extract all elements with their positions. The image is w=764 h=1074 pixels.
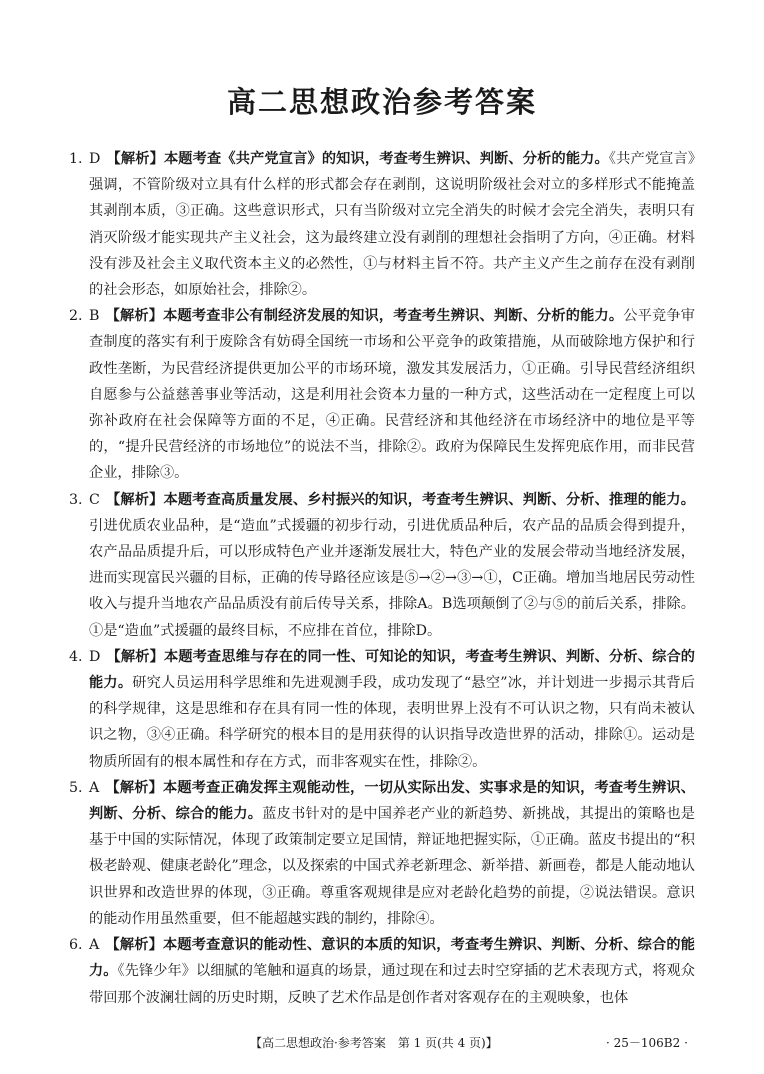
answer-item-5	[69, 775, 695, 932]
item-analysis-lead: 【解析】本题考查《共产党宣言》的知识，考查考生辨识、判断、分析的能力。	[106, 151, 609, 167]
item-analysis-body: 公平竞争审查制度的落实有利于废除含有妨碍全国统一市场和公平竞争的政策措施，从而破除地方保护和行政性垄断，为民营经济提供更加公平的市场环境，激发其发展活力，①正确。引导民营经济组织自愿参与公益慈善事业等活动，这是利用社会资本力量的一种方式，这些活动在一定程度上可以弥补政府在社会保障等方面的不足，④正确。民营经济和其他经济在市场经济中的地位是平等的，“提升民营经济的市场地位”的说法不当，排除②。政府为保障民生发挥兜底作用，而非民营企业，排除③。	[89, 308, 695, 482]
item-number: 2.	[69, 308, 83, 325]
item-number: 3.	[69, 491, 83, 508]
footer-exam-code: · 25－106B2 ·	[606, 1036, 688, 1050]
item-number: 1.	[69, 151, 83, 167]
item-analysis-lead: 【解析】本题考查非公有制经济发展的知识，考查考生辨识、判断、分析的能力。	[105, 308, 624, 325]
item-choice: C	[89, 491, 100, 508]
item-analysis-lead: 【解析】本题考查高质量发展、乡村振兴的知识，考查考生辨识、判断、分析、推理的能力。	[105, 491, 695, 508]
page-title: 高二思想政治参考答案	[226, 85, 537, 119]
item-analysis-lead: 【解析】本题考查正确发挥主观能动性，一切从实际出发、实事求是的知识，考查考生辨识、判断、分析、综合的能力。	[89, 779, 695, 823]
item-analysis-body: 蓝皮书针对的是中国养老产业的新趋势、新挑战，其提出的策略也是基于中国的实际情况，体现了政策制定要立足国情，辩证地把握实际，①正确。蓝皮书提出的“积极老龄观、健康老龄化”理念，以及探索的中国式养老新理念、新举措、新画卷，都是人能动地认识世界和改造世界的体现，③正确。尊重客观规律是应对老龄化趋势的前提，②说法错误。意识的能动作用虽然重要，但不能超越实践的制约，排除④。	[89, 806, 695, 927]
item-choice: D	[89, 648, 101, 665]
answer-list	[69, 146, 695, 1011]
item-analysis-body: 《共产党宣言》强调，不管阶级对立具有什么样的形式都会存在剥削，这说明阶级社会对立的多样形式不能掩盖其剥削本质，③正确。这些意识形式，只有当阶级对立完全消失的时候才会完全消失，表明只有消灭阶级才能实现共产主义社会，这为最终建立没有剥削的理想社会指明了方向，④正确。材料没有涉及社会主义取代资本主义的必然性，①与材料主旨不符。共产主义产生之前存在没有剥削的社会形态，如原始社会，排除②。	[89, 151, 695, 299]
item-choice: B	[89, 308, 100, 325]
item-choice: A	[89, 937, 100, 954]
item-analysis-body: 《先锋少年》以细腻的笔触和逼真的场景，通过现在和过去时空穿插的艺术表现方式，将观众带回那个波澜壮阔的历史时期，反映了艺术作品是创作者对客观存在的主观映象，也体	[89, 963, 695, 1006]
item-number: 4.	[69, 648, 83, 665]
item-choice: D	[89, 151, 101, 167]
item-number: 5.	[69, 779, 83, 796]
answer-item-6	[69, 932, 695, 1011]
item-analysis-lead: 【解析】本题考查意识的能动性、意识的本质的知识，考查考生辨识、判断、分析、综合的能力。	[89, 937, 695, 980]
answer-item-1	[69, 146, 695, 303]
footer-page-info: 【高二思想政治·参考答案 第 1 页(共 4 页)】	[250, 1036, 498, 1050]
item-analysis-lead: 【解析】本题考查思维与存在的同一性、可知论的知识，考查考生辨识、判断、分析、综合的能力。	[89, 648, 695, 692]
item-choice: A	[89, 779, 100, 796]
answer-item-3	[69, 487, 695, 644]
answer-item-4	[69, 644, 695, 775]
page-footer	[0, 1034, 764, 1054]
item-analysis-body: 引进优质农业品种，是“造血”式援疆的初步行动，引进优质品种后，农产品的品质会得到提升，农产品品质提升后，可以形成特色产业并逐渐发展壮大，特色产业的发展会带动当地经济发展，进而实现富民兴疆的目标，正确的传导路径应该是⑤→②→③→①，C正确。增加当地居民劳动性收入与提升当地农产品品质没有前后传导关系，排除A。B选项颠倒了②与⑤的前后关系，排除。①是“造血”式援疆的最终目标，不应排在首位，排除D。	[89, 517, 695, 639]
answer-item-2	[69, 303, 695, 486]
item-number: 6.	[69, 937, 83, 954]
item-analysis-body: 研究人员运用科学思维和先进观测手段，成功发现了“悬空”冰，并计划进一步揭示其背后的科学规律，这是思维和存在具有同一性的体现，表明世界上没有不可认识之物，只有尚未被认识之物，③④正确。科学研究的根本目的是用获得的认识指导改造世界的活动，排除①。运动是物质所固有的根本属性和存在方式，而非客观实在性，排除②。	[89, 675, 695, 770]
